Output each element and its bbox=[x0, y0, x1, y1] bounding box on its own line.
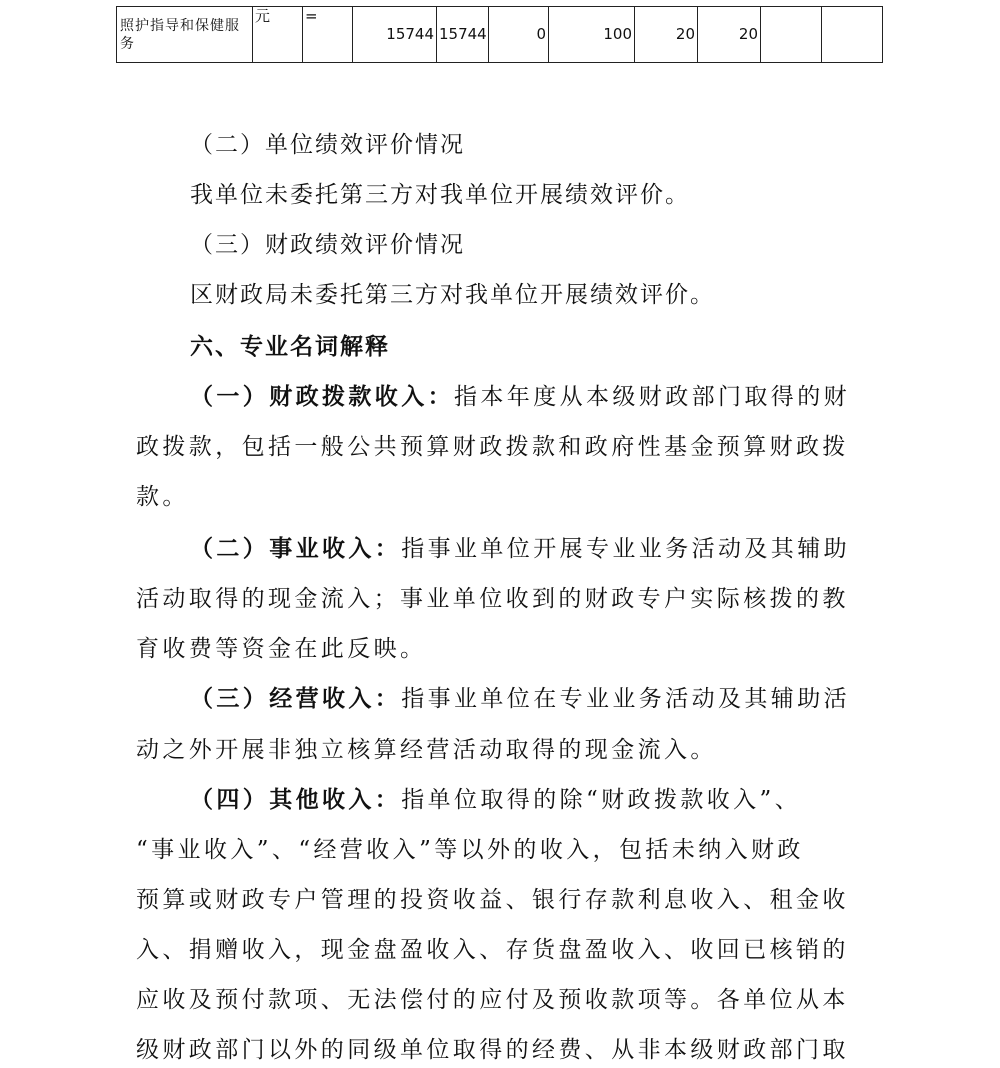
terms-heading: 六、专业名词解释 bbox=[190, 333, 390, 360]
cell-unit: 元 bbox=[253, 7, 303, 63]
term-4-line: 入、捐赠收入，现金盘盈收入、存货盘盈收入、收回已核销的 bbox=[136, 937, 849, 963]
cell-value-4: 100 bbox=[549, 7, 635, 63]
term-2-text: 指事业单位开展专业业务活动及其辅助 bbox=[401, 536, 851, 562]
cell-value-6: 20 bbox=[698, 7, 761, 63]
term-4-line: 预算或财政专户管理的投资收益、银行存款利息收入、租金收 bbox=[136, 887, 849, 913]
cell-value-3: 0 bbox=[489, 7, 549, 63]
term-3-text: 指事业单位在专业业务活动及其辅助活 bbox=[401, 686, 851, 712]
unit-eval-text: 我单位未委托第三方对我单位开展绩效评价。 bbox=[190, 182, 690, 208]
unit-eval-heading: （二）单位绩效评价情况 bbox=[190, 132, 465, 158]
cell-name: 照护指导和保健服务 bbox=[117, 7, 253, 63]
term-4-line: 级财政部门以外的同级单位取得的经费、从非本级财政部门取 bbox=[136, 1037, 849, 1063]
term-1-line: 政拨款，包括一般公共预算财政拨款和政府性基金预算财政拨 bbox=[136, 434, 849, 460]
term-1-label: （一）财政拨款收入： bbox=[190, 383, 454, 410]
term-2-first-line bbox=[190, 532, 850, 566]
term-3-line: 动之外开展非独立核算经营活动取得的现金流入。 bbox=[136, 737, 717, 763]
term-2-label: （二）事业收入： bbox=[190, 535, 402, 562]
term-2-line: 活动取得的现金流入；事业单位收到的财政专户实际核拨的教 bbox=[136, 586, 849, 612]
term-4-label: （四）其他收入： bbox=[190, 786, 402, 813]
term-4-first-line bbox=[190, 783, 801, 817]
cell-operator: = bbox=[303, 7, 353, 63]
term-1-line: 款。 bbox=[136, 484, 189, 510]
term-3-first-line bbox=[190, 682, 850, 716]
term-4-line: 应收及预付款项、无法偿付的应付及预收款项等。各单位从本 bbox=[136, 987, 849, 1013]
cell-value-5: 20 bbox=[635, 7, 698, 63]
term-4-line: “事业收入”、“经营收入”等以外的收入，包括未纳入财政 bbox=[136, 837, 804, 863]
term-1-text: 指本年度从本级财政部门取得的财 bbox=[454, 384, 850, 410]
term-4-text: 指单位取得的除“财政拨款收入”、 bbox=[401, 787, 802, 813]
fin-eval-heading: （三）财政绩效评价情况 bbox=[190, 232, 465, 258]
performance-table bbox=[116, 6, 883, 63]
term-2-line: 育收费等资金在此反映。 bbox=[136, 636, 427, 662]
cell-value-7 bbox=[761, 7, 822, 63]
cell-value-1: 15744 bbox=[353, 7, 437, 63]
term-3-label: （三）经营收入： bbox=[190, 685, 402, 712]
cell-value-8 bbox=[822, 7, 883, 63]
term-1-first-line bbox=[190, 380, 850, 414]
cell-value-2: 15744 bbox=[437, 7, 489, 63]
table-row bbox=[117, 7, 883, 63]
fin-eval-text: 区财政局未委托第三方对我单位开展绩效评价。 bbox=[190, 282, 715, 308]
